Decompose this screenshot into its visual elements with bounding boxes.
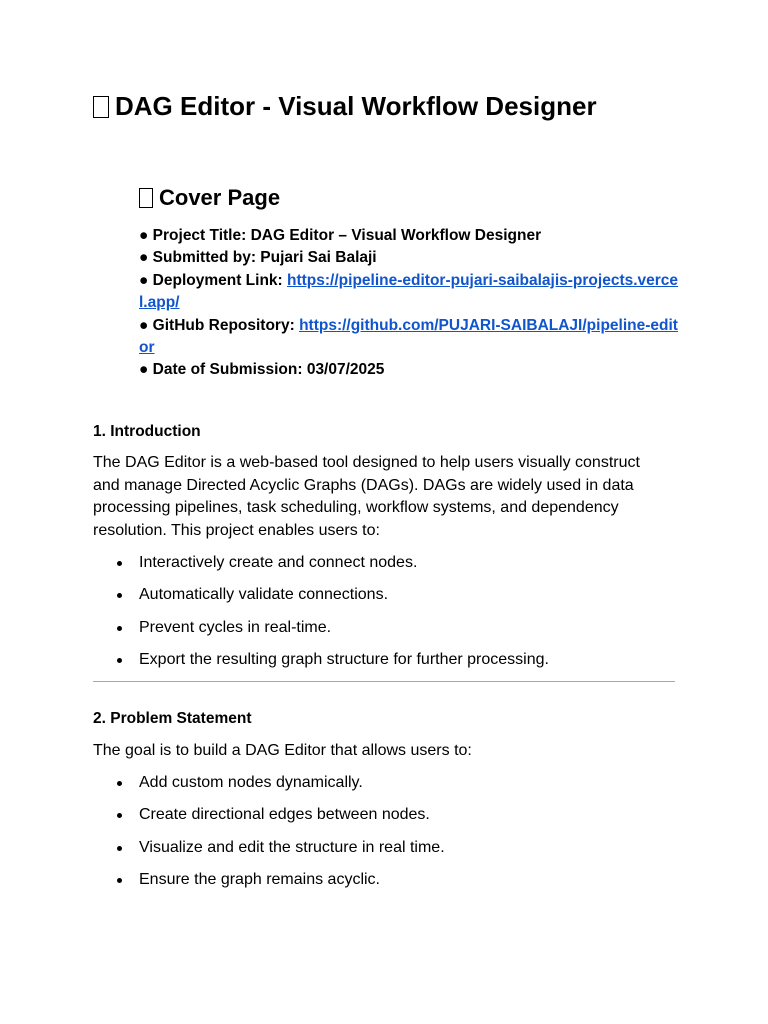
cover-item-label: ● GitHub Repository: [139, 316, 300, 334]
problem-statement-paragraph: The goal is to build a DAG Editor that allows users to: [93, 742, 472, 759]
list-item-text: Add custom nodes dynamically. [139, 774, 363, 791]
cover-item-submitted-by [139, 247, 684, 269]
bullet-icon [117, 878, 122, 883]
missing-glyph-icon [139, 188, 153, 208]
list-item-text: Automatically validate connections. [139, 586, 389, 604]
bullet-icon [117, 658, 122, 663]
list-item-text: Ensure the graph remains acyclic. [139, 870, 380, 888]
document-title [93, 88, 597, 124]
deployment-link[interactable]: https://pipeline-editor-pujari-saibalajis-projects.vercel.app/ [139, 271, 679, 312]
list-item-text: Prevent cycles in real-time. [139, 618, 332, 636]
bullet-icon [117, 626, 122, 631]
list-item [93, 869, 445, 901]
bullet-icon [117, 813, 122, 818]
missing-glyph-icon [93, 96, 109, 118]
bullet-icon [117, 561, 122, 566]
cover-item-deployment-link [139, 270, 684, 315]
cover-item-date-of-submission [139, 359, 684, 381]
problem-statement-bullet-list [93, 772, 445, 901]
introduction-bullet-list [93, 552, 549, 681]
bullet-icon [117, 781, 122, 786]
cover-item-github-repository [139, 315, 684, 360]
list-item [93, 837, 445, 869]
list-item [93, 772, 445, 804]
github-repository-link[interactable]: https://github.com/PUJARI-SAIBALAJI/pipeline-editor [139, 316, 678, 357]
list-item-text: Interactively create and connect nodes. [139, 554, 418, 571]
list-item-text: Create directional edges between nodes. [139, 806, 430, 824]
list-item-text: Export the resulting graph structure for further processing. [139, 650, 549, 668]
cover-page-heading [139, 183, 280, 213]
cover-details-list [139, 225, 684, 382]
cover-item-label: ● Deployment Link: [139, 271, 288, 289]
cover-page-heading-text: Cover Page [159, 185, 281, 210]
bullet-icon [117, 593, 122, 598]
introduction-paragraph: The DAG Editor is a web-based tool designed to help users visually construct and manage Directed Acyclic Graphs (DAGs). DAGs are widely used in data processing pipelines, task scheduling, workflow systems, and dependency resolution. This project enables users to: [93, 454, 640, 539]
cover-item-project-title [139, 225, 684, 247]
cover-item-label: ● Submitted by: Pujari Sai Balaji [139, 249, 377, 267]
introduction-heading: 1. Introduction [93, 423, 201, 440]
list-item [93, 552, 549, 584]
bullet-icon [117, 846, 122, 851]
cover-item-label: ● Date of Submission: 03/07/2025 [139, 361, 385, 379]
document-title-text: DAG Editor - Visual Workflow Designer [115, 91, 597, 121]
cover-item-label: ● Project Title: DAG Editor – Visual Workflow Designer [139, 227, 542, 244]
list-item-text: Visualize and edit the structure in real time. [139, 838, 445, 856]
problem-statement-heading: 2. Problem Statement [93, 710, 252, 727]
list-item [93, 649, 549, 681]
list-item [93, 584, 549, 616]
list-item [93, 804, 445, 836]
horizontal-divider [93, 681, 675, 682]
list-item [93, 617, 549, 649]
